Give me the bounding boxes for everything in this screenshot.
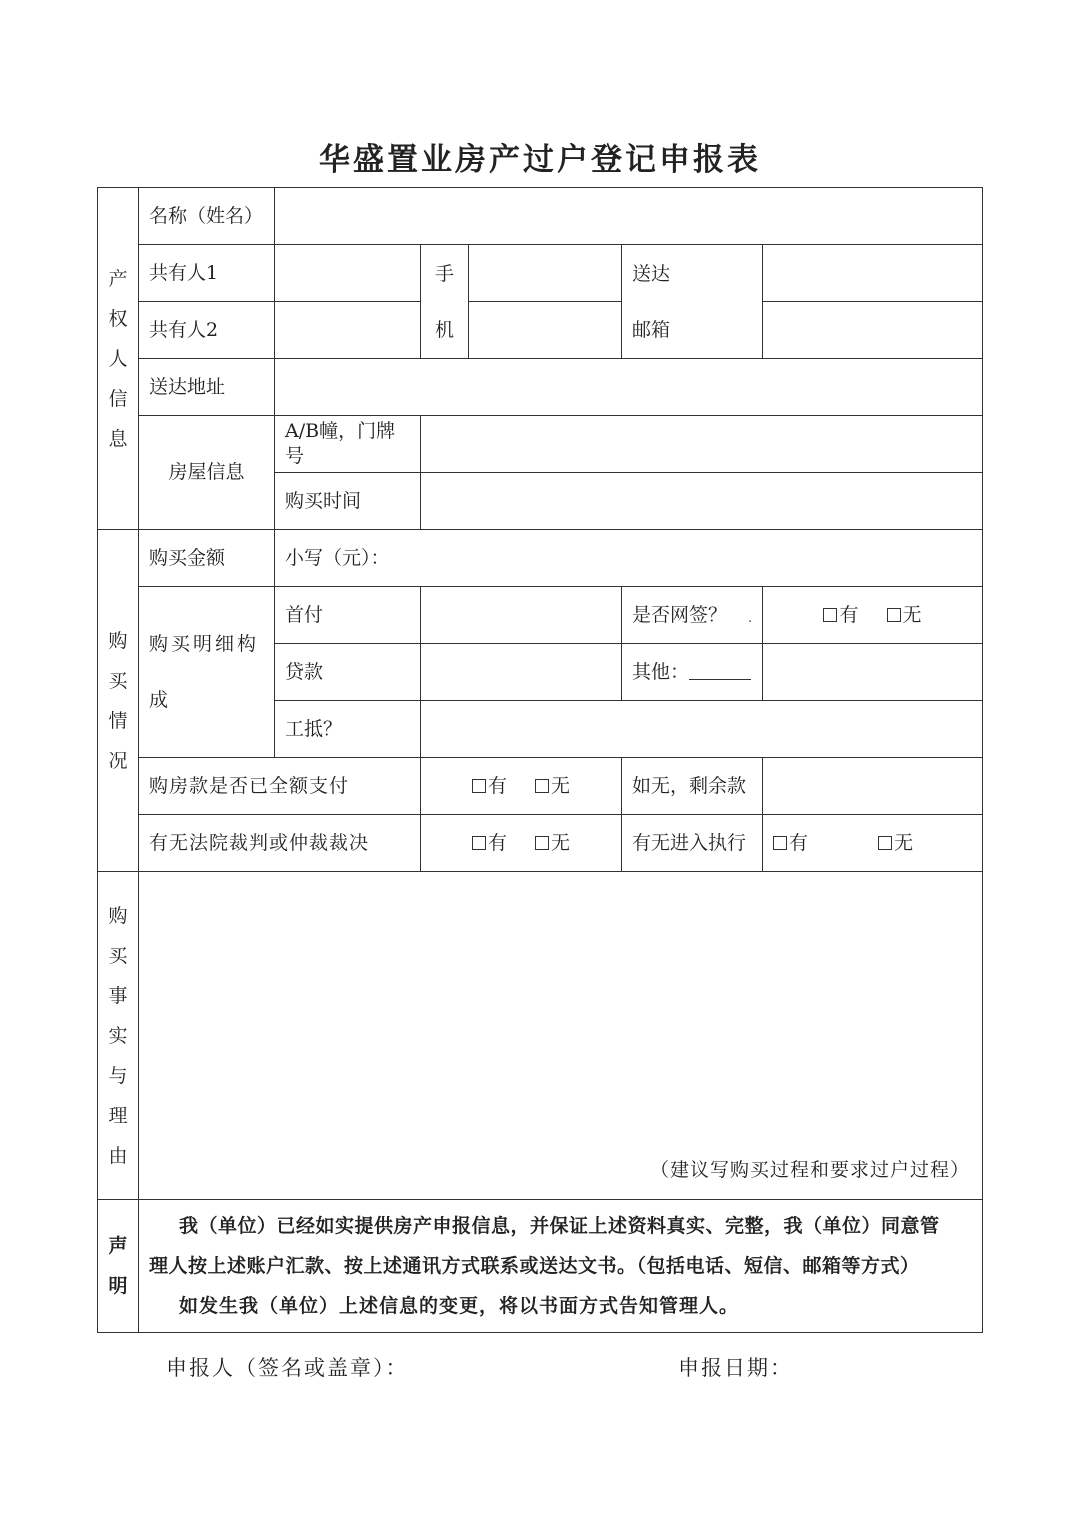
declaration-line-3: 如发生我（单位）上述信息的变更，将以书面方式告知管理人。 [179,1295,740,1317]
online-sign-label: 是否网签？ . [622,587,763,644]
section-owner-label: 产权人信息 [108,267,128,450]
email1-field[interactable] [763,245,983,302]
fully-paid-label: 购房款是否已全额支付 [139,758,421,815]
name-field[interactable] [275,188,983,245]
court-yes-checkbox[interactable]: 有 [472,831,507,856]
address-field[interactable] [275,359,983,416]
section-purchase [98,530,139,872]
down-payment-field[interactable] [421,587,622,644]
execution-yes-checkbox[interactable]: 有 [773,831,808,856]
checkbox-icon [472,779,486,793]
checkbox-icon [773,836,787,850]
section-owner-info [98,188,139,530]
purchase-time-label: 购买时间 [275,473,421,530]
online-sign-no-checkbox[interactable]: 无 [887,603,922,628]
building-label: A/B幢，门牌号 [275,416,421,473]
loan-field[interactable] [421,644,622,701]
court-options [421,815,622,872]
apply-date-label: 申报日期： [678,1356,793,1380]
declaration-line-1: 我（单位）已经如实提供房产申报信息，并保证上述资料真实、完整，我（单位）同意管 [179,1215,940,1237]
facts-note: （建议写购买过程和要求过户过程） [650,1159,971,1182]
section-purchase-label: 购买情况 [108,629,128,772]
checkbox-icon [887,608,901,622]
other-label: 其他： [622,644,763,701]
section-facts [98,872,139,1200]
coowner2-label: 共有人2 [139,302,275,359]
declaration-line-2: 理人按上述账户汇款、按上述通讯方式联系或送达文书。（包括电话、短信、邮箱等方式） [149,1255,920,1277]
email-label: 送达 邮箱 [622,245,763,359]
execution-no-checkbox[interactable]: 无 [878,831,913,856]
remaining-label: 如无，剩余款 [622,758,763,815]
execution-label: 有无进入执行 [622,815,763,872]
facts-field[interactable] [139,872,983,1200]
work-offset-label: 工抵？ [275,701,421,758]
fully-paid-yes-checkbox[interactable]: 有 [472,774,507,799]
detail-label: 购买明细构成 [139,587,275,758]
online-sign-options [763,587,983,644]
declaration-text [139,1200,983,1333]
phone2-field[interactable] [469,302,622,359]
other-field[interactable] [763,644,983,701]
section-facts-label: 购买事实与理由 [108,904,128,1167]
email2-field[interactable] [763,302,983,359]
execution-options [763,815,983,872]
down-payment-label: 首付 [275,587,421,644]
checkbox-icon [878,836,892,850]
checkbox-icon [472,836,486,850]
remaining-field[interactable] [763,758,983,815]
checkbox-icon [535,836,549,850]
building-field[interactable] [421,416,983,473]
online-sign-yes-checkbox[interactable]: 有 [823,603,858,628]
coowner1-field[interactable] [275,245,421,302]
applicant-signature-label: 申报人（签名或盖章）： [166,1356,409,1380]
address-label: 送达地址 [139,359,275,416]
work-offset-field[interactable] [421,701,983,758]
coowner1-label: 共有人1 [139,245,275,302]
court-label: 有无法院裁判或仲裁裁决 [139,815,421,872]
loan-label: 贷款 [275,644,421,701]
checkbox-icon [535,779,549,793]
purchase-time-field[interactable] [421,473,983,530]
phone1-field[interactable] [469,245,622,302]
coowner2-field[interactable] [275,302,421,359]
amount-label: 购买金额 [139,530,275,587]
court-no-checkbox[interactable]: 无 [535,831,570,856]
section-declaration-label: 声明 [108,1235,128,1297]
phone-label: 手机 [421,245,469,359]
section-declaration [98,1200,139,1333]
fully-paid-no-checkbox[interactable]: 无 [535,774,570,799]
house-info-label: 房屋信息 [139,416,275,530]
name-label: 名称（姓名） [139,188,275,245]
amount-field[interactable]: 小写（元）： [275,530,983,587]
other-underline[interactable] [689,661,751,680]
fully-paid-options [421,758,622,815]
registration-form-table [97,187,983,1333]
checkbox-icon [823,608,837,622]
page-title: 华盛置业房产过户登记申报表 [319,142,761,178]
